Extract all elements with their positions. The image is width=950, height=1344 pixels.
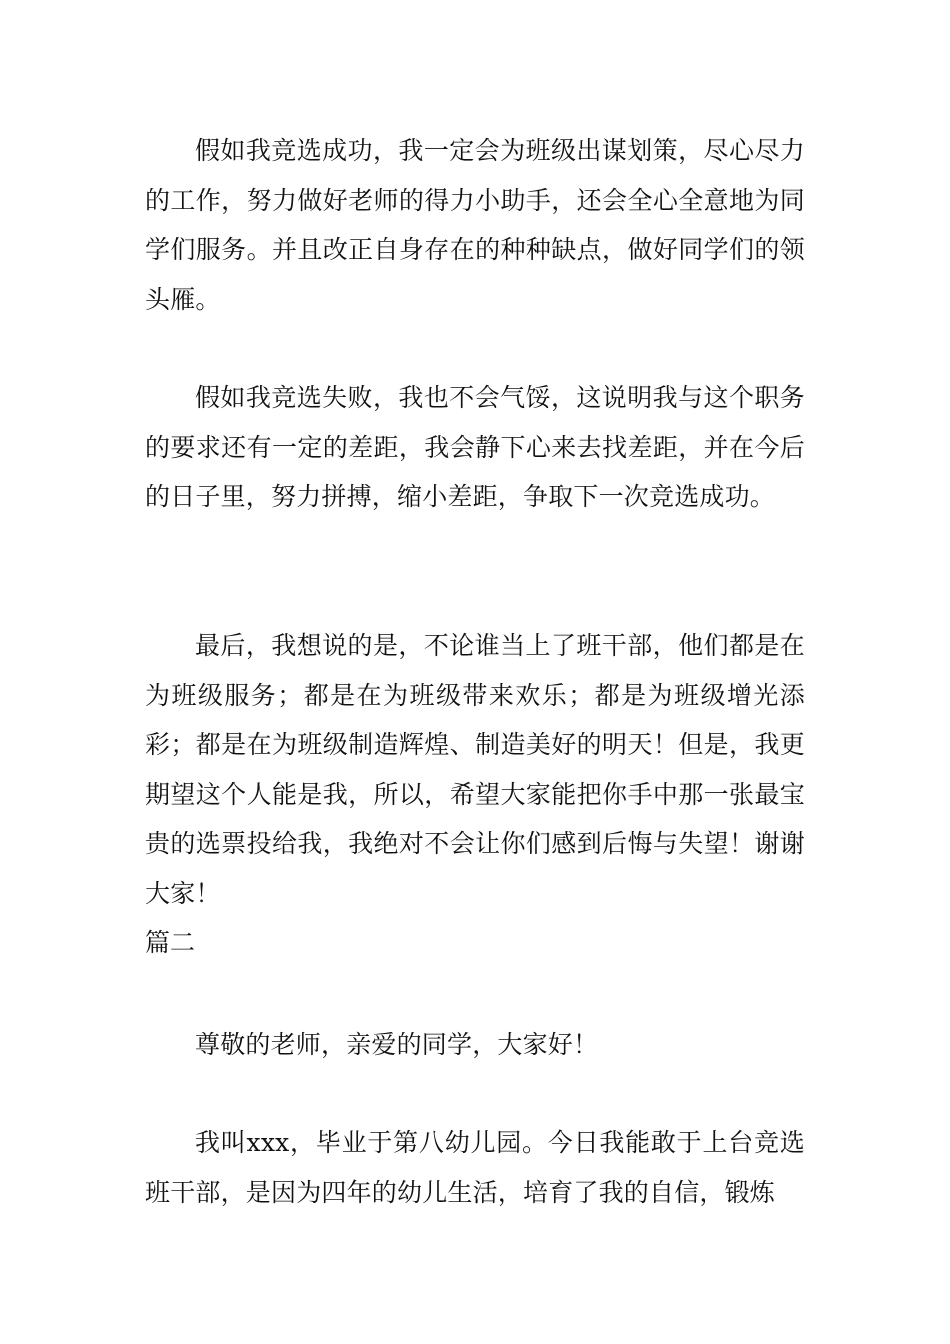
paragraph-success: 假如我竞选成功，我一定会为班级出谋划策，尽心尽力的工作，努力做好老师的得力小助手，还会全心全意地为同学们服务。并且改正自身存在的种种缺点，做好同学们的领头雁。 — [145, 136, 805, 314]
paragraph-introduction: 我叫xxx，毕业于第八幼儿园。今日我能敢于上台竞选班干部，是因为四年的幼儿生活，培育了我的自信，锻炼 — [145, 1128, 805, 1207]
paragraph-closing: 最后，我想说的是，不论谁当上了班干部，他们都是在为班级服务；都是在为班级带来欢乐；都是为班级增光添彩；都是在为班级制造辉煌、制造美好的明天！但是，我更期望这个人能是我，所以，希望大家能把你手中那一张最宝贵的选票投给我，我绝对不会让你们感到后悔与失望！谢谢大家！ — [145, 631, 805, 908]
paragraph-greeting: 尊敬的老师，亲爱的同学，大家好！ — [195, 1030, 599, 1059]
paragraph-failure: 假如我竞选失败，我也不会气馁，这说明我与这个职务的要求还有一定的差距，我会静下心来去找差距，并在今后的日子里，努力拼搏，缩小差距，争取下一次竞选成功。 — [145, 383, 805, 511]
section-title: 篇二 — [145, 928, 196, 957]
